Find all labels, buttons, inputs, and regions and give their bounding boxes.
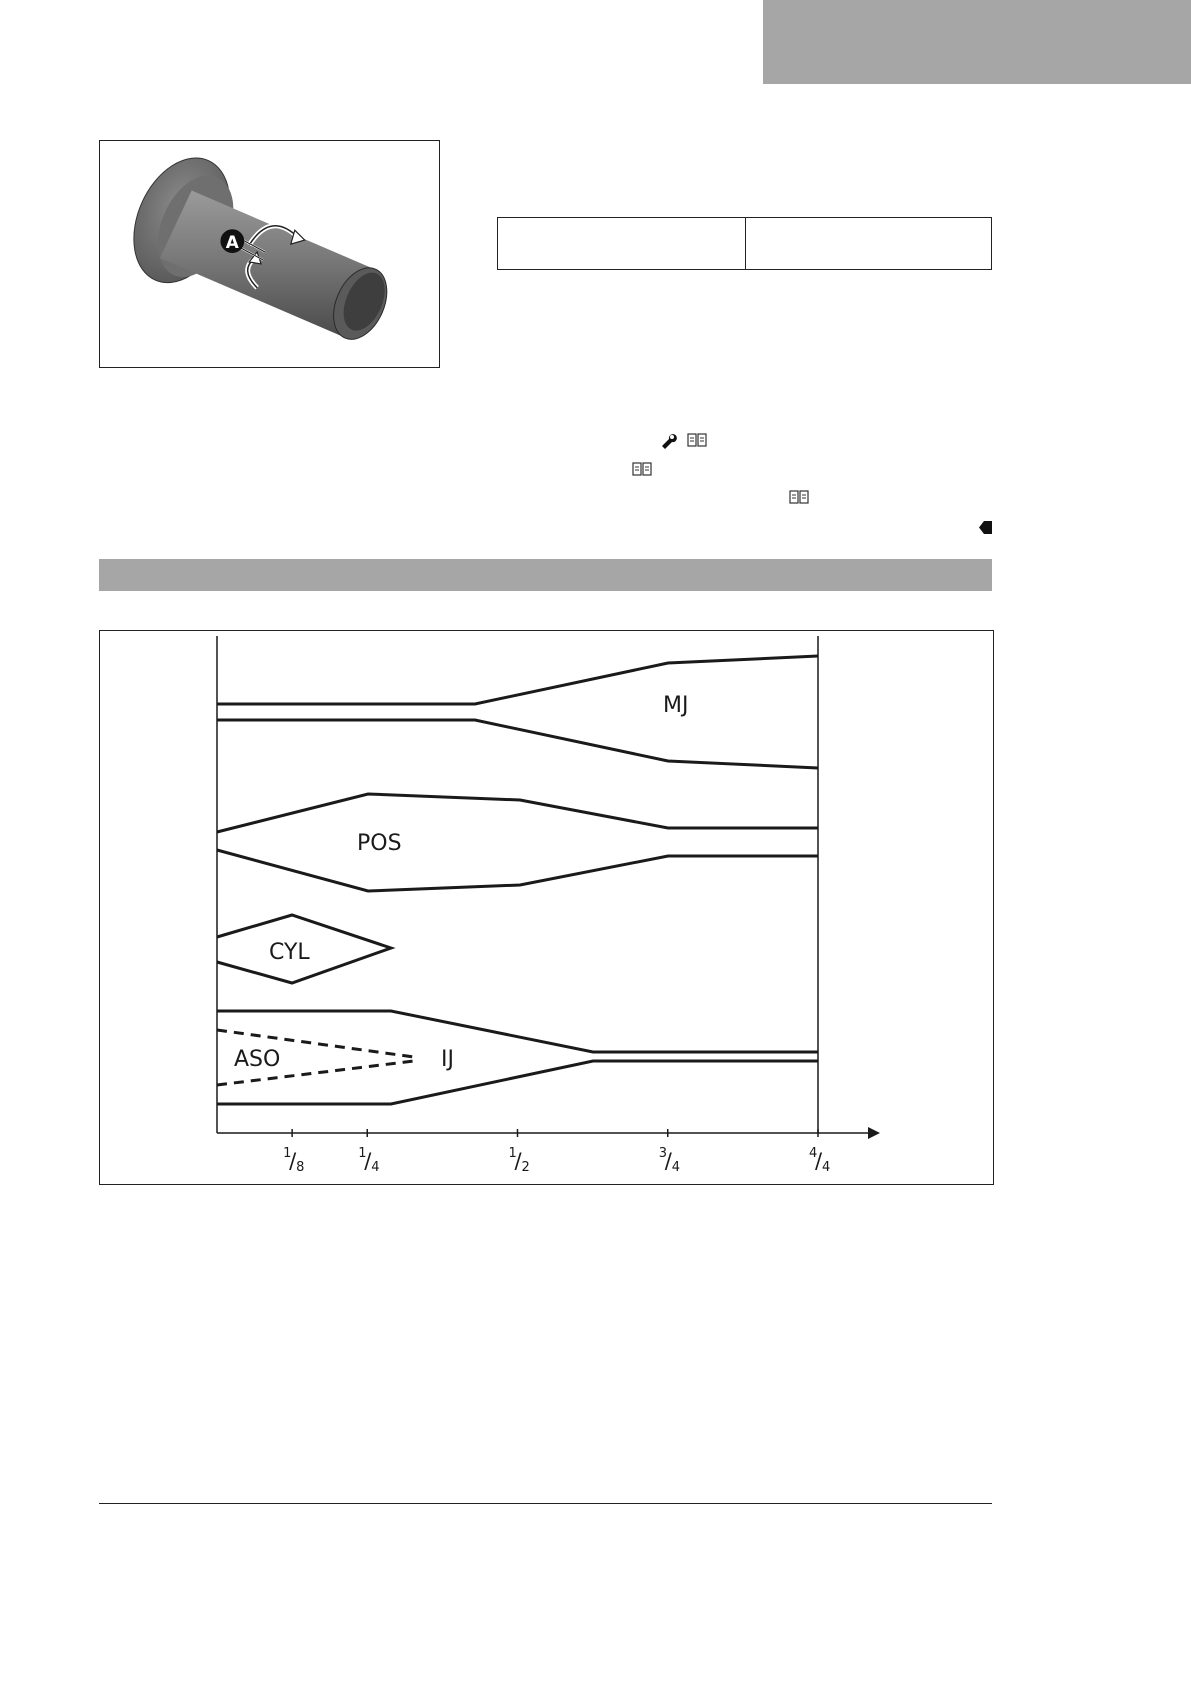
x-tick-numerator: 3 bbox=[658, 1146, 668, 1161]
x-tick-numerator: 4 bbox=[809, 1146, 818, 1161]
manual-book-icon[interactable] bbox=[687, 433, 707, 449]
callout-a-label: A bbox=[225, 232, 239, 253]
pos-band-top bbox=[217, 794, 818, 832]
ij-band-top bbox=[217, 1011, 818, 1052]
end-marker-icon bbox=[979, 521, 992, 534]
x-tick-numerator: 1 bbox=[358, 1146, 367, 1161]
mj-band-bottom bbox=[217, 720, 818, 768]
x-tick-denominator: 2 bbox=[521, 1160, 530, 1175]
label-aso: ASO bbox=[234, 1047, 281, 1072]
header-tab bbox=[763, 0, 1191, 84]
spec-cell-1 bbox=[498, 218, 746, 269]
x-tick-denominator: 8 bbox=[296, 1160, 305, 1175]
x-tick-slash: / bbox=[364, 1149, 372, 1173]
label-cyl: CYL bbox=[269, 940, 310, 965]
x-tick-numerator: 1 bbox=[508, 1146, 517, 1161]
label-mj: MJ bbox=[663, 693, 689, 718]
manual-book-icon[interactable] bbox=[632, 462, 652, 478]
x-axis-ticks bbox=[283, 1129, 830, 1175]
x-tick-denominator: 4 bbox=[822, 1160, 831, 1175]
spec-cell-2 bbox=[746, 218, 991, 269]
x-tick-denominator: 4 bbox=[371, 1160, 380, 1175]
mj-band-top bbox=[217, 656, 818, 704]
pin-shape bbox=[115, 143, 397, 348]
spec-table bbox=[497, 217, 992, 270]
jet-range-diagram bbox=[99, 630, 994, 1185]
pin-illustration bbox=[99, 140, 440, 368]
x-tick-denominator: 4 bbox=[671, 1160, 681, 1175]
wrench-icon[interactable] bbox=[660, 432, 678, 450]
x-tick-numerator: 1 bbox=[283, 1146, 292, 1161]
footer-rule bbox=[99, 1503, 992, 1504]
ij-band-bottom bbox=[217, 1061, 818, 1104]
x-axis-arrow bbox=[868, 1127, 880, 1139]
x-tick-slash: / bbox=[289, 1149, 297, 1173]
pos-band-bottom bbox=[217, 850, 818, 891]
x-tick-slash: / bbox=[815, 1149, 823, 1173]
label-pos: POS bbox=[357, 831, 402, 856]
x-tick-slash: / bbox=[514, 1149, 522, 1173]
label-ij: IJ bbox=[441, 1047, 454, 1072]
section-heading-bar bbox=[99, 559, 992, 591]
x-tick-slash: / bbox=[664, 1149, 672, 1173]
manual-book-icon[interactable] bbox=[789, 490, 809, 506]
diagram-bands bbox=[217, 656, 818, 1104]
